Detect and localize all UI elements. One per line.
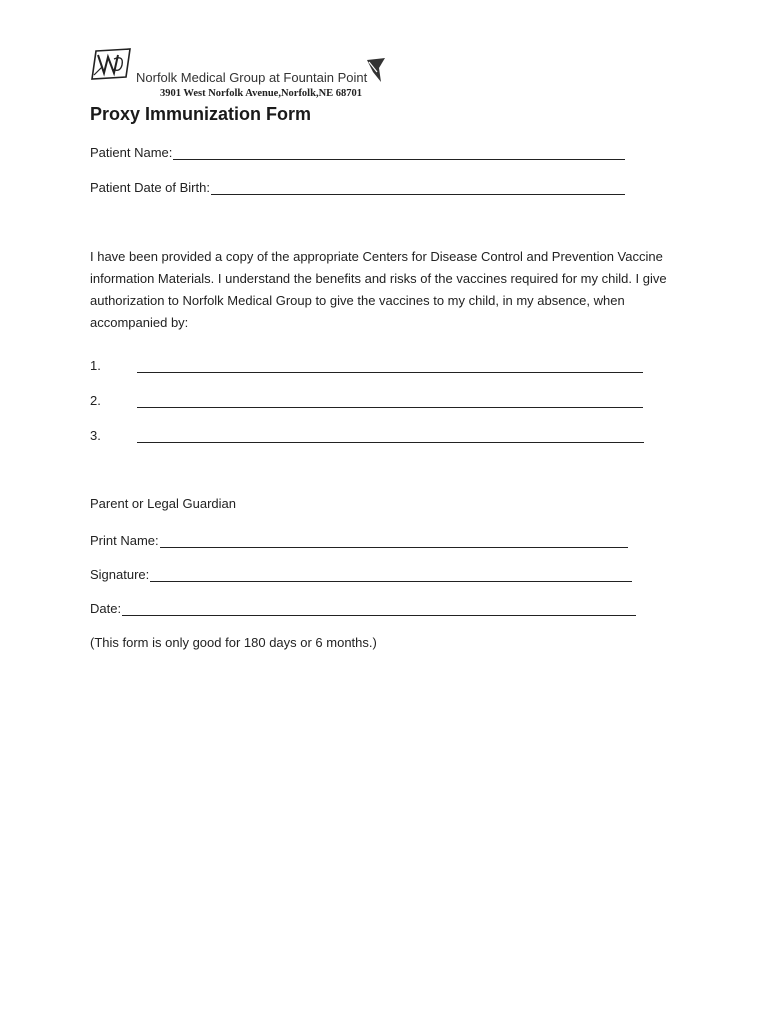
date-label: Date: bbox=[90, 601, 122, 616]
companion-field-2[interactable] bbox=[137, 393, 643, 408]
companion-field-3[interactable] bbox=[137, 428, 644, 443]
patient-dob-field[interactable] bbox=[211, 180, 625, 195]
patient-name-label: Patient Name: bbox=[90, 145, 173, 160]
patient-name-row bbox=[90, 145, 625, 160]
nmg-logo-icon bbox=[90, 47, 134, 81]
signature-field[interactable] bbox=[150, 567, 632, 582]
form-title: Proxy Immunization Form bbox=[90, 104, 312, 124]
organization-address: 3901 West Norfolk Avenue,Norfolk,NE 68701 bbox=[160, 88, 363, 99]
print-name-field[interactable] bbox=[160, 533, 628, 548]
arrow-mark-icon bbox=[365, 58, 387, 84]
companion-row-2 bbox=[90, 393, 643, 408]
companion-row-1 bbox=[90, 358, 643, 373]
signature-label: Signature: bbox=[90, 567, 150, 582]
companion-field-1[interactable] bbox=[137, 358, 643, 373]
patient-dob-label: Patient Date of Birth: bbox=[90, 180, 210, 195]
print-name-label: Print Name: bbox=[90, 533, 159, 548]
patient-name-field[interactable] bbox=[173, 145, 625, 160]
organization-name: Norfolk Medical Group at Fountain Point bbox=[136, 70, 368, 85]
companion-row-3 bbox=[90, 428, 644, 443]
companion-number: 1. bbox=[90, 358, 101, 373]
signature-row bbox=[90, 567, 632, 582]
guardian-section-label: Parent or Legal Guardian bbox=[90, 496, 236, 511]
date-row bbox=[90, 601, 636, 616]
authorization-statement: I have been provided a copy of the appropriate Centers for Disease Control and Prevention Vaccine information Materials. I understand the benefits and risks of the vaccines required for my child. I give authorization to Norfolk Medical Group to give the vaccines to my child, in my absence, when accompanied by: bbox=[90, 249, 667, 330]
patient-dob-row bbox=[90, 180, 625, 195]
date-field[interactable] bbox=[122, 601, 636, 616]
validity-note: (This form is only good for 180 days or 6 months.) bbox=[90, 635, 377, 650]
companion-number: 3. bbox=[90, 428, 101, 443]
companion-number: 2. bbox=[90, 393, 101, 408]
print-name-row bbox=[90, 533, 628, 548]
